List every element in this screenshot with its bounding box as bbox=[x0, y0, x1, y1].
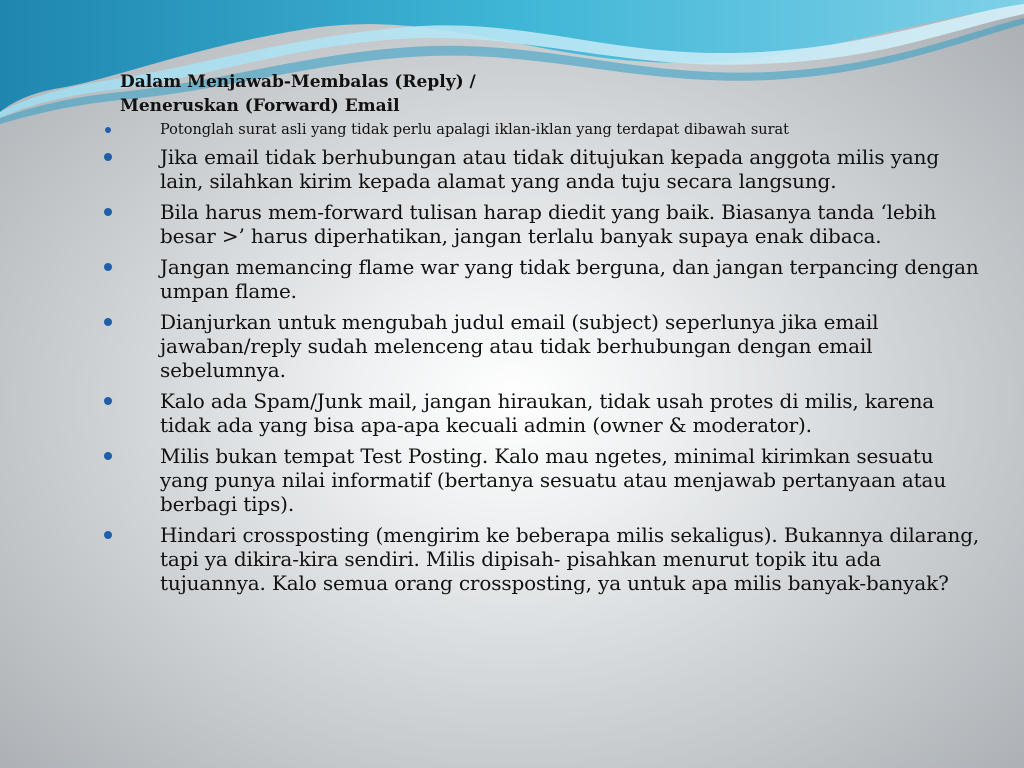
bullet-point-icon bbox=[104, 153, 112, 161]
bullet-item bbox=[104, 389, 984, 437]
bullet-point-icon bbox=[104, 318, 112, 326]
bullet-text: Kalo ada Spam/Junk mail, jangan hiraukan, tidak usah protes di milis, karena tidak ada yang bisa apa-apa kecuali admin (owner & moderator). bbox=[160, 389, 935, 437]
bullet-item bbox=[104, 523, 984, 595]
bullet-text: Potonglah surat asli yang tidak perlu apalagi iklan-iklan yang terdapat dibawah surat bbox=[160, 122, 790, 138]
bullet-item bbox=[104, 255, 984, 303]
bullet-text: Jangan memancing flame war yang tidak berguna, dan jangan terpancing dengan umpan flame. bbox=[160, 255, 979, 303]
bullet-list bbox=[104, 121, 984, 595]
bullet-item bbox=[104, 121, 984, 139]
bullet-point-icon bbox=[104, 397, 112, 405]
bullet-item bbox=[104, 145, 984, 193]
bullet-point-icon bbox=[104, 263, 112, 271]
bullet-text: Jika email tidak berhubungan atau tidak ditujukan kepada anggota milis yang lain, silahkan kirim kepada alamat yang anda tuju secara langsung. bbox=[160, 145, 940, 193]
bullet-item bbox=[104, 444, 984, 516]
bullet-text: Hindari crossposting (mengirim ke beberapa milis sekaligus). Bukannya dilarang, tapi ya dikira-kira sendiri. Milis dipisah- pisahkan menurut topik itu ada tujuannya. Kalo semua orang crossposting, ya untuk apa milis banyak-banyak? bbox=[160, 523, 980, 595]
bullet-text: Bila harus mem-forward tulisan harap diedit yang baik. Biasanya tanda ‘lebih besar >’ harus diperhatikan, jangan terlalu banyak supaya enak dibaca. bbox=[160, 200, 937, 248]
slide-title-line-1: Dalam Menjawab-Membalas (Reply) / bbox=[120, 72, 476, 92]
bullet-point-icon bbox=[105, 127, 111, 133]
slide-content bbox=[104, 70, 984, 602]
bullet-item bbox=[104, 310, 984, 382]
bullet-text: Milis bukan tempat Test Posting. Kalo mau ngetes, minimal kirimkan sesuatu yang punya nilai informatif (bertanya sesuatu atau menjawab pertanyaan atau berbagi tips). bbox=[160, 444, 947, 516]
slide-title bbox=[120, 70, 984, 118]
slide-title-line-2: Meneruskan (Forward) Email bbox=[120, 96, 400, 116]
bullet-text: Dianjurkan untuk mengubah judul email (subject) seperlunya jika email jawaban/reply sudah melenceng atau tidak berhubungan dengan email sebelumnya. bbox=[160, 310, 879, 382]
bullet-point-icon bbox=[104, 208, 112, 216]
bullet-point-icon bbox=[104, 452, 112, 460]
bullet-item bbox=[104, 200, 984, 248]
bullet-point-icon bbox=[104, 531, 112, 539]
